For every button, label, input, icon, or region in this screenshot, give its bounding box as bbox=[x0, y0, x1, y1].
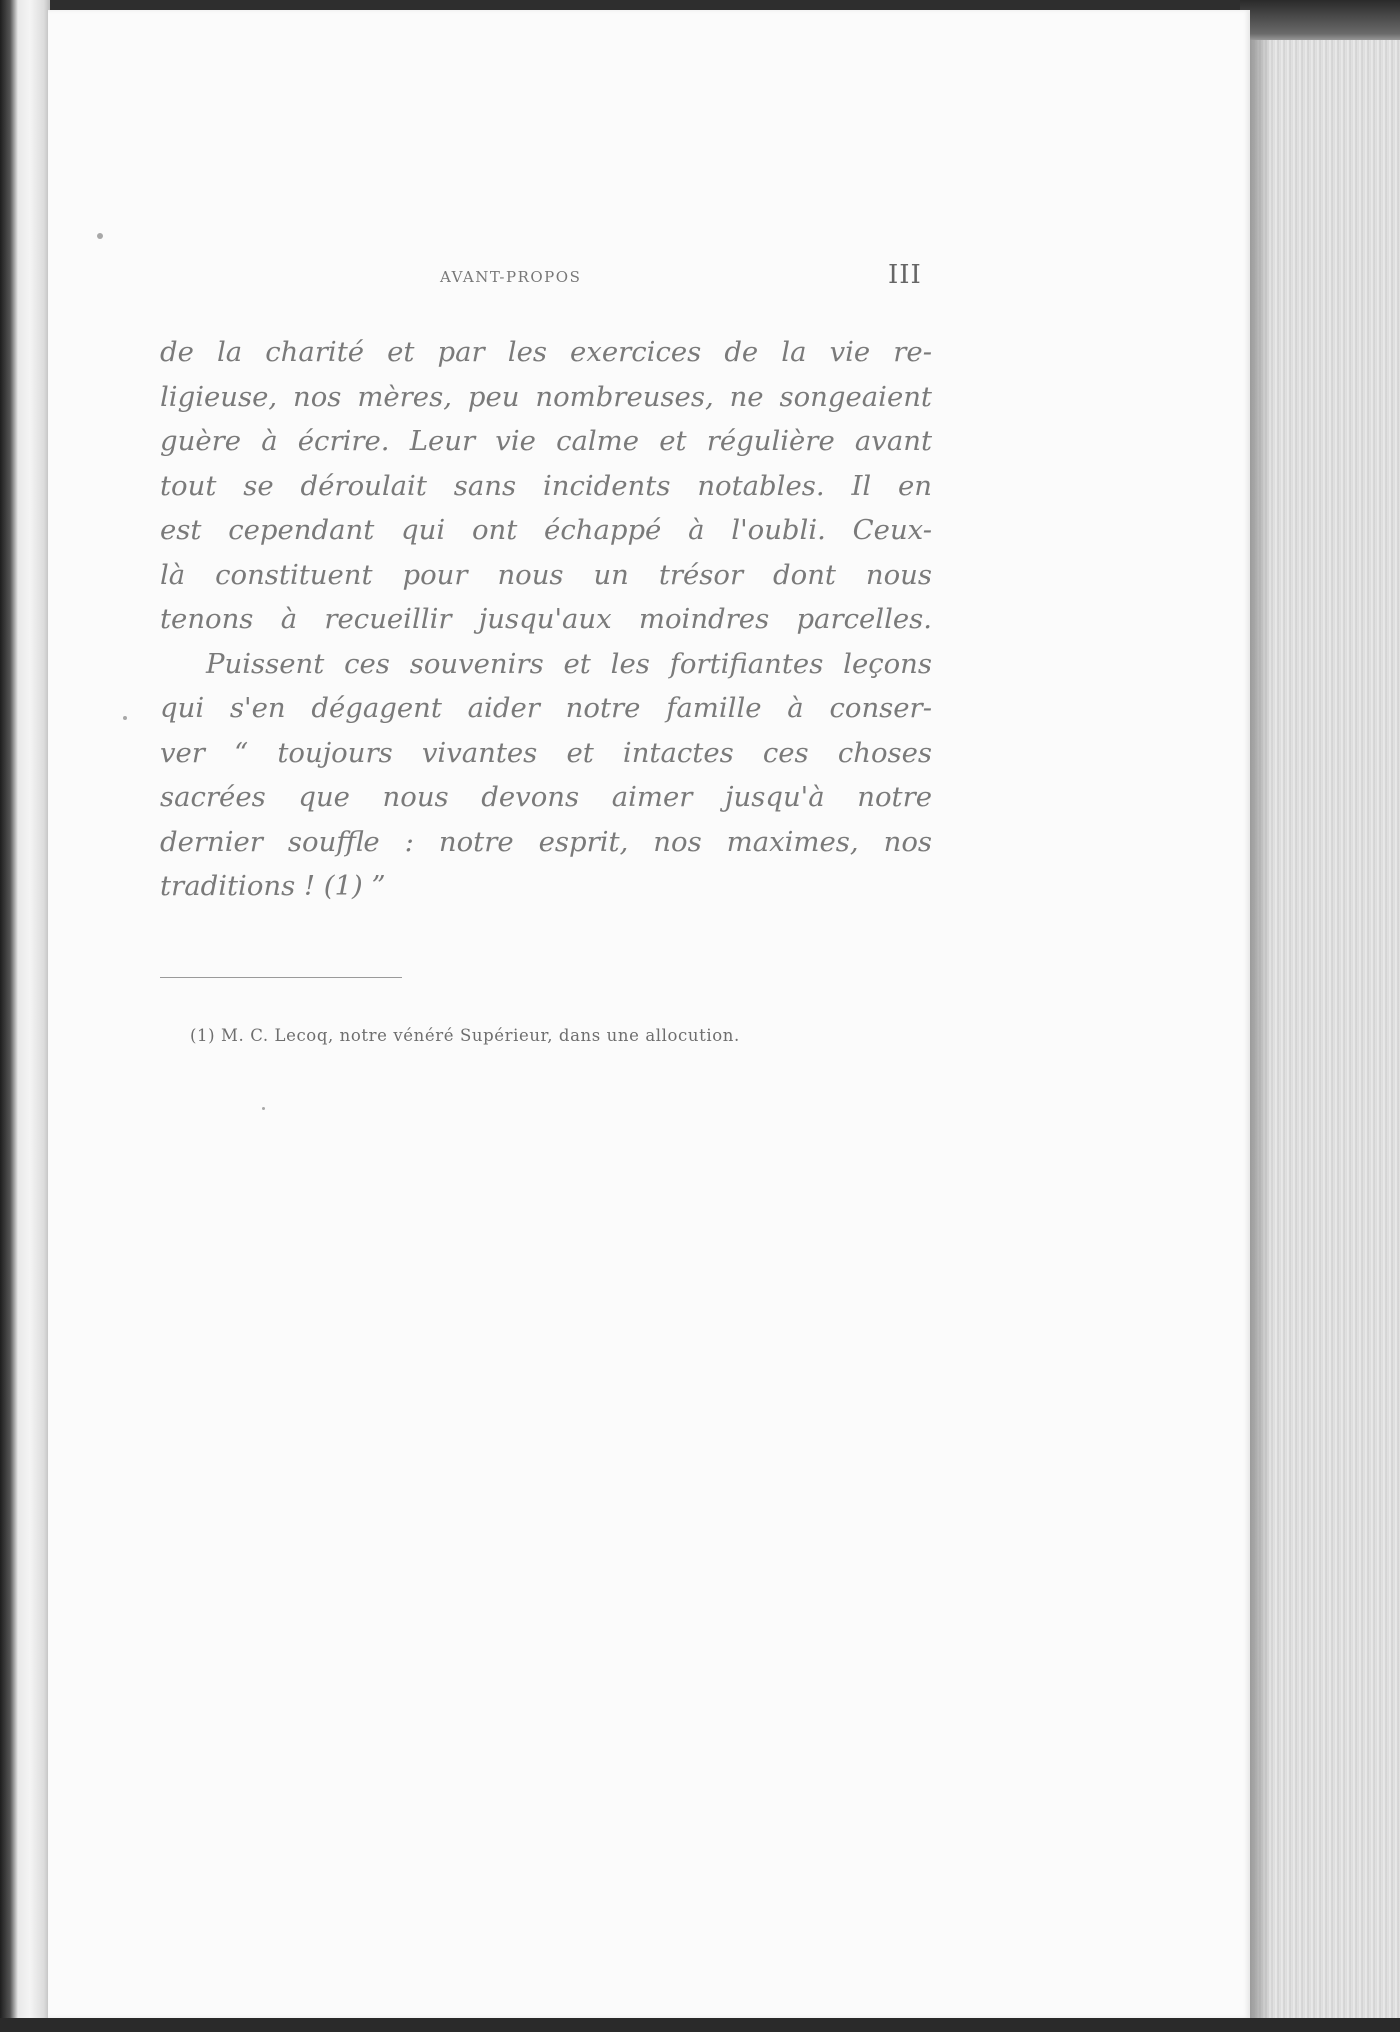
running-head: AVANT-PROPOS bbox=[440, 268, 582, 286]
paper-speck bbox=[123, 716, 127, 720]
paper-speck bbox=[262, 1107, 265, 1110]
paper-speck bbox=[97, 233, 103, 239]
paragraph-2-line-1: Puissent ces souvenirs et les fortifiantes leçons bbox=[206, 647, 932, 680]
body-text bbox=[160, 330, 932, 909]
paragraph-2-line-5: dernier souffle : notre esprit, nos maximes, nos bbox=[160, 825, 932, 858]
footnote-rule bbox=[160, 977, 402, 978]
previous-page-edge bbox=[0, 0, 50, 2032]
paragraph-1-line-7: tenons à recueillir jusqu'aux moindres parcelles. bbox=[160, 603, 932, 635]
paragraph-2-line-2: qui s'en dégagent aider notre famille à conser- bbox=[160, 692, 932, 724]
paragraph-2-line-3: ver “ toujours vivantes et intactes ces choses bbox=[160, 736, 932, 769]
page bbox=[48, 10, 1250, 2018]
scan-bottom-band bbox=[0, 2018, 1400, 2032]
book-edge-shade bbox=[1250, 40, 1272, 2032]
footnote: (1) M. C. Lecoq, notre vénéré Supérieur, dans une allocution. bbox=[190, 1026, 740, 1045]
paragraph-1-line-2: ligieuse, nos mères, peu nombreuses, ne songeaient bbox=[160, 380, 932, 413]
book-page-edges bbox=[1250, 40, 1400, 2032]
paragraph-1-line-5: est cependant qui ont échappé à l'oubli. Ceux- bbox=[160, 514, 932, 546]
paragraph-1-line-4: tout se déroulait sans incidents notables. Il en bbox=[160, 469, 932, 502]
paragraph-2-line-6: traditions ! (1) ” bbox=[160, 870, 386, 902]
paragraph-1-line-1: de la charité et par les exercices de la vie re- bbox=[160, 336, 932, 368]
paragraph-1-line-3: guère à écrire. Leur vie calme et régulière avant bbox=[160, 425, 932, 457]
page-number: III bbox=[888, 260, 922, 290]
paragraph-2-line-4: sacrées que nous devons aimer jusqu'à notre bbox=[160, 781, 932, 813]
paragraph-1-line-6: là constituent pour nous un trésor dont nous bbox=[160, 558, 932, 591]
